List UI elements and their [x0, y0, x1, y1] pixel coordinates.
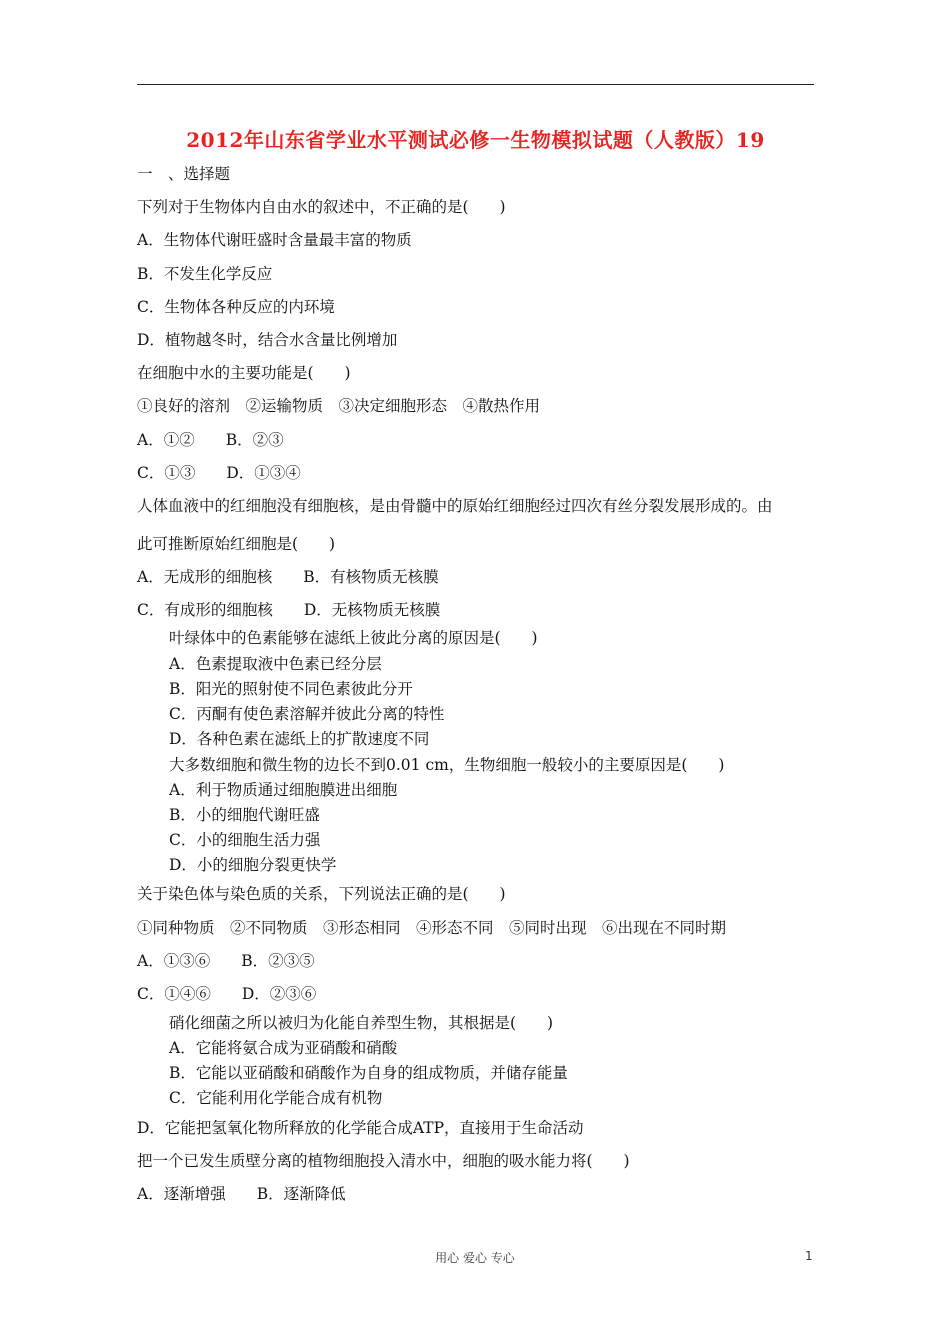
option-line: B．不发生化学反应 — [137, 265, 273, 283]
option-line: C．①③ D．①③④ — [137, 464, 301, 482]
statement-list: ①良好的溶剂 ②运输物质 ③决定细胞形态 ④散热作用 — [137, 397, 541, 415]
option-line: B．它能以亚硝酸和硝酸作为自身的组成物质，并储存能量 — [169, 1064, 568, 1082]
question-7: 硝化细菌之所以被归为化能自养型生物，其根据是( ) — [169, 1014, 554, 1032]
question-3-continued: 此可推断原始红细胞是( ) — [137, 535, 336, 553]
page-number: 1 — [805, 1249, 813, 1263]
option-line: D．各种色素在滤纸上的扩散速度不同 — [169, 730, 430, 748]
footer-slogan: 用心 爱心 专心 — [435, 1251, 515, 1265]
document-title: 2012年山东省学业水平测试必修一生物模拟试题（人教版）19 — [186, 128, 765, 152]
option-line: A．逐渐增强 B．逐渐降低 — [137, 1185, 346, 1203]
option-line: D．小的细胞分裂更快学 — [169, 856, 337, 874]
question-6: 关于染色体与染色质的关系，下列说法正确的是( ) — [137, 885, 506, 903]
question-5: 大多数细胞和微生物的边长不到0.01 cm，生物细胞一般较小的主要原因是( ) — [169, 756, 725, 774]
option-line: A．无成形的细胞核 B．有核物质无核膜 — [137, 568, 439, 586]
section-heading: 一 、选择题 — [137, 165, 231, 183]
option-line: A．色素提取液中色素已经分层 — [169, 655, 382, 673]
statement-list: ①同种物质 ②不同物质 ③形态相同 ④形态不同 ⑤同时出现 ⑥出现在不同时期 — [137, 919, 727, 937]
option-line: A．它能将氨合成为亚硝酸和硝酸 — [169, 1039, 398, 1057]
question-2: 在细胞中水的主要功能是( ) — [137, 364, 351, 382]
question-4: 叶绿体中的色素能够在滤纸上彼此分离的原因是( ) — [169, 629, 538, 647]
option-line: A．生物体代谢旺盛时含量最丰富的物质 — [137, 231, 412, 249]
option-line: A．利于物质通过细胞膜进出细胞 — [169, 781, 398, 799]
option-line: C．①④⑥ D．②③⑥ — [137, 985, 317, 1003]
question-8: 把一个已发生质壁分离的植物细胞投入清水中，细胞的吸水能力将( ) — [137, 1152, 630, 1170]
option-line: D．植物越冬时，结合水含量比例增加 — [137, 331, 398, 349]
option-line: C．有成形的细胞核 D．无核物质无核膜 — [137, 601, 441, 619]
header-rule — [137, 84, 814, 85]
option-line: C．生物体各种反应的内环境 — [137, 298, 335, 316]
option-line: A．①③⑥ B．②③⑤ — [137, 952, 315, 970]
option-line: C．小的细胞生活力强 — [169, 831, 321, 849]
question-3: 人体血液中的红细胞没有细胞核，是由骨髓中的原始红细胞经过四次有丝分裂发展形成的。由 — [137, 497, 773, 515]
option-line: D．它能把氢氧化物所释放的化学能合成ATP，直接用于生命活动 — [137, 1119, 584, 1137]
option-line: A．①② B．②③ — [137, 431, 284, 449]
question-1: 下列对于生物体内自由水的叙述中，不正确的是( ) — [137, 198, 506, 216]
option-line: B．阳光的照射使不同色素彼此分开 — [169, 680, 413, 698]
option-line: B．小的细胞代谢旺盛 — [169, 806, 320, 824]
option-line: C．它能利用化学能合成有机物 — [169, 1089, 383, 1107]
option-line: C．丙酮有使色素溶解并彼此分离的特性 — [169, 705, 445, 723]
